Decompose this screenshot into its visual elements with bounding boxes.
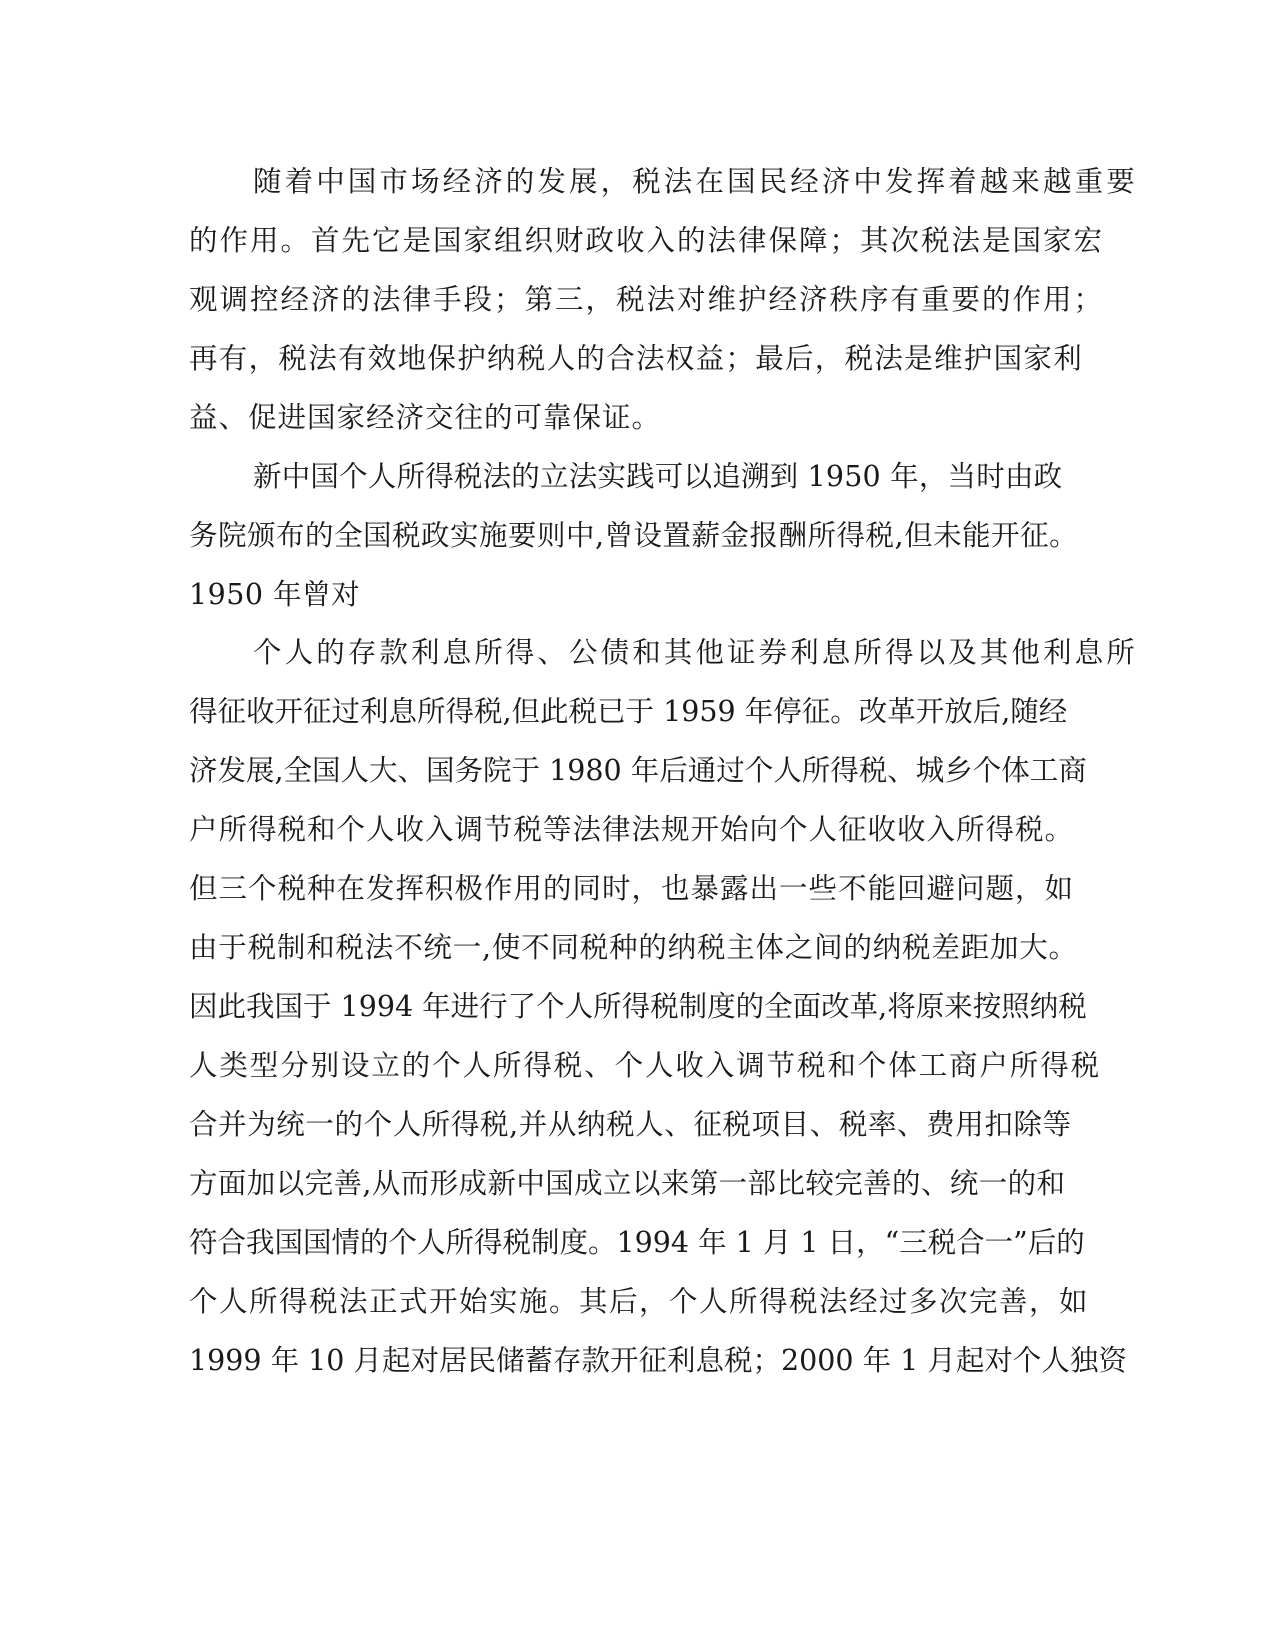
text-line: 新中国个人所得税法的立法实践可以追溯到 1950 年，当时由政 [253,460,1063,493]
text-line: 1950 年曾对 [189,578,361,611]
text-line: 的作用。首先它是国家组织财政收入的法律保障；其次税法是国家宏 [189,224,1105,257]
text-line: 户所得税和个人收入调节税等法律法规开始向个人征收收入所得税。 [189,813,1075,846]
text-line: 方面加以完善,从而形成新中国成立以来第一部比较完善的、统一的和 [189,1167,1066,1200]
text-line: 济发展,全国人大、国务院于 1980 年后通过个人所得税、城乡个体工商 [189,754,1087,787]
text-line: 得征收开征过利息所得税,但此税已于 1959 年停征。改革开放后,随经 [189,695,1068,728]
text-line: 但三个税种在发挥积极作用的同时，也暴露出一些不能回避问题，如 [189,872,1075,905]
text-line: 随着中国市场经济的发展，税法在国民经济中发挥着越来越重要 [253,165,1138,198]
text-line: 再有，税法有效地保护纳税人的合法权益；最后，税法是维护国家利 [189,342,1084,375]
text-line: 1999 年 10 月起对居民储蓄存款开征利息税；2000 年 1 月起对个人独资 [189,1344,1127,1377]
text-line: 个人的存款利息所得、公债和其他证券利息所得以及其他利息所 [253,636,1138,669]
text-line: 因此我国于 1994 年进行了个人所得税制度的全面改革,将原来按照纳税 [189,990,1087,1023]
text-line: 符合我国国情的个人所得税制度。1994 年 1 月 1 日，“三税合一”后的 [189,1226,1085,1259]
text-line: 个人所得税法正式开始实施。其后，个人所得税法经过多次完善，如 [189,1285,1090,1318]
text-line: 合并为统一的个人所得税,并从纳税人、征税项目、税率、费用扣除等 [189,1108,1072,1141]
text-line: 务院颁布的全国税政实施要则中,曾设置薪金报酬所得税,但未能开征。 [189,519,1079,552]
text-line: 益、促进国家经济交往的可靠保证。 [189,401,662,434]
text-line: 由于税制和税法不统一,使不同税种的纳税主体之间的纳税差距加大。 [189,931,1078,964]
text-line: 观调控经济的法律手段；第三，税法对维护经济秩序有重要的作用； [189,283,1105,316]
text-line: 人类型分别设立的个人所得税、个人收入调节税和个体工商户所得税 [189,1049,1102,1082]
